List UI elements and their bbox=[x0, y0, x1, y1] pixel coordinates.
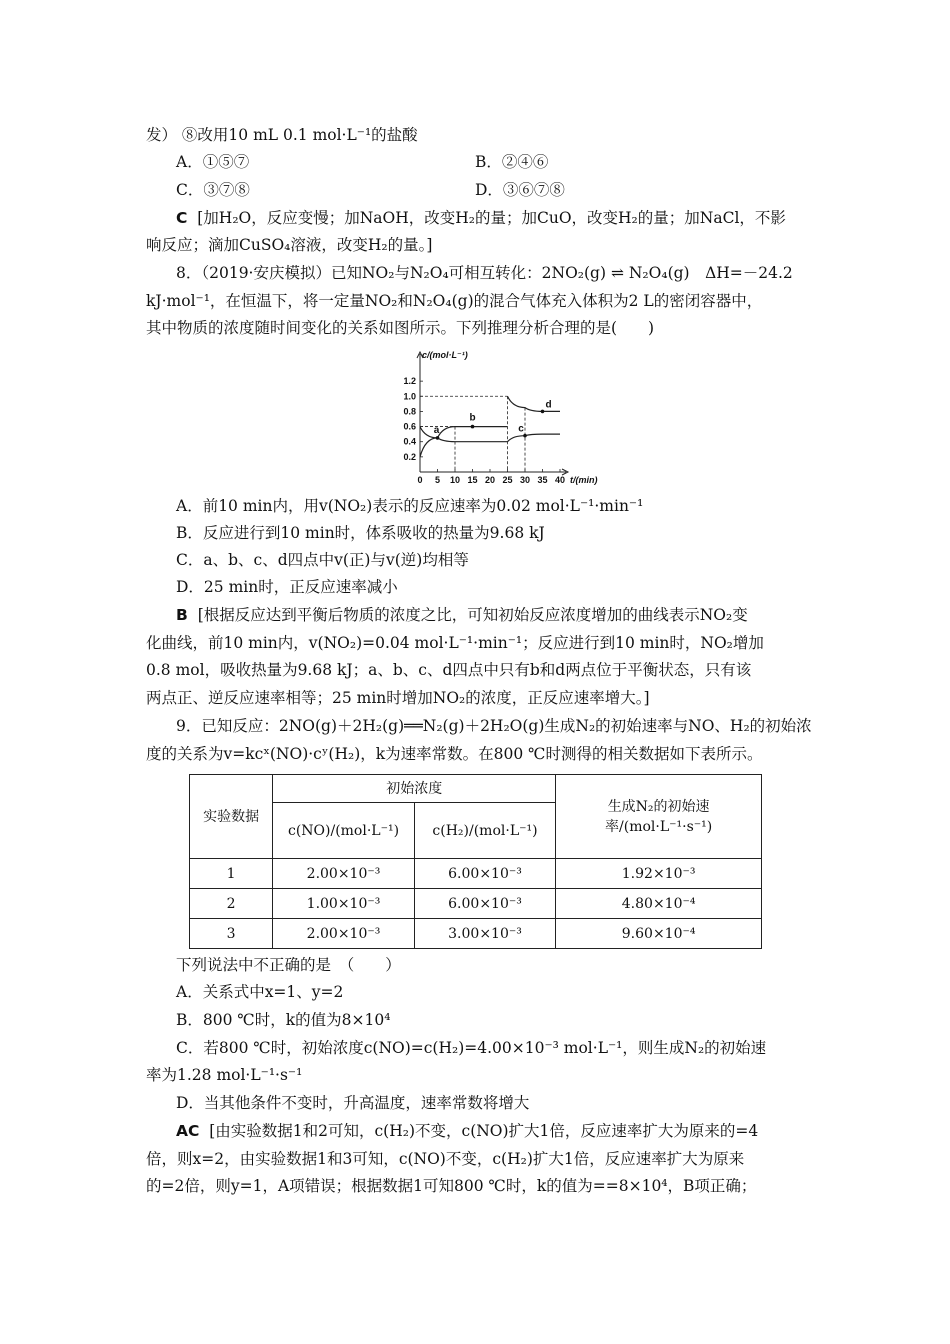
table-header-c-h2: c(H₂)/(mol·L⁻¹) bbox=[414, 803, 555, 859]
q8-answer-line-4: 两点正、逆反应速率相等；25 min时增加NO₂的浓度，正反应速率增大。] bbox=[146, 689, 650, 707]
x-tick-label: 40 bbox=[554, 475, 566, 485]
point-a bbox=[436, 436, 440, 440]
q7-option-8-line: 发） ⑧改用10 mL 0.1 mol·L⁻¹的盐酸 bbox=[146, 126, 418, 144]
q7-option-c: C．③⑦⑧ bbox=[176, 181, 250, 199]
x-tick-label: 35 bbox=[537, 475, 548, 485]
table-cell: 9.60×10⁻⁴ bbox=[556, 919, 762, 949]
table-cell: 6.00×10⁻³ bbox=[414, 859, 555, 889]
table-cell: 2.00×10⁻³ bbox=[273, 919, 414, 949]
table-cell: 1.00×10⁻³ bbox=[273, 889, 414, 919]
x-tick-label: 5 bbox=[434, 475, 441, 485]
concentration-time-chart bbox=[390, 348, 598, 488]
q8-stem-line-3: 其中物质的浓度随时间变化的关系如图所示。下列推理分析合理的是( ) bbox=[146, 319, 655, 337]
q8-option-c: C．a、b、c、d四点中v(正)与v(逆)均相等 bbox=[176, 551, 469, 569]
table-cell: 1 bbox=[190, 859, 273, 889]
table-row bbox=[190, 889, 762, 919]
x-tick-label: 20 bbox=[484, 475, 496, 485]
q8-answer-line-2: 化曲线，前10 min内，v(NO₂)=0.04 mol·L⁻¹·min⁻¹；反应进行到10 min时，NO₂增加 bbox=[146, 634, 764, 652]
series-line-n2o4 bbox=[420, 424, 560, 442]
table-cell: 2 bbox=[190, 889, 273, 919]
table-cell: 3.00×10⁻³ bbox=[414, 919, 555, 949]
q8-option-a: A．前10 min内，用v(NO₂)表示的反应速率为0.02 mol·L⁻¹·min⁻¹ bbox=[176, 497, 644, 515]
q9-question-prompt: 下列说法中不正确的是 （ ） bbox=[176, 956, 401, 974]
table-header-c-no: c(NO)/(mol·L⁻¹) bbox=[273, 803, 414, 859]
y-tick-label: 0.2 bbox=[403, 451, 416, 462]
q8-answer-text-1: [根据反应达到平衡后物质的浓度之比，可知初始反应浓度增加的曲线表示NO₂变 bbox=[197, 606, 748, 624]
q9-answer-key: AC bbox=[176, 1122, 200, 1140]
y-tick-label: 0.4 bbox=[403, 436, 416, 447]
q7-answer-line-1 bbox=[176, 208, 786, 228]
q9-answer-line-3: 的=2倍，则y=1，A项错误；根据数据1可知800 ℃时，k的值为==8×10⁴，B项正确； bbox=[146, 1177, 757, 1195]
q9-answer-text-1: [由实验数据1和2可知，c(H₂)不变，c(NO)扩大1倍，反应速率扩大为原来的=4 bbox=[209, 1122, 759, 1140]
x-tick-label: 25 bbox=[502, 475, 513, 485]
x-tick-label: 30 bbox=[519, 475, 531, 485]
table-cell: 4.80×10⁻⁴ bbox=[556, 889, 762, 919]
table-header-initial-concentration: 初始浓度 bbox=[273, 775, 556, 803]
q9-stem-line-1: 9．已知反应：2NO(g)＋2H₂(g)══N₂(g)＋2H₂O(g)生成N₂的初始速率与NO、H₂的初始浓 bbox=[176, 717, 812, 735]
q7-answer-key: C bbox=[176, 209, 188, 227]
x-tick-label: 15 bbox=[467, 475, 478, 485]
q7-option-b: B．②④⑥ bbox=[475, 153, 549, 171]
q8-answer-key: B bbox=[176, 606, 188, 624]
x-axis-label: t/(min) bbox=[570, 475, 598, 485]
point-label-c: c bbox=[518, 423, 524, 435]
table-cell: 2.00×10⁻³ bbox=[273, 859, 414, 889]
q8-option-b: B．反应进行到10 min时，体系吸收的热量为9.68 kJ bbox=[176, 524, 545, 542]
y-tick-label: 0.8 bbox=[403, 406, 416, 417]
q9-option-d: D．当其他条件不变时，升高温度，速率常数将增大 bbox=[176, 1094, 530, 1112]
q7-option-d: D．③⑥⑦⑧ bbox=[475, 181, 565, 199]
point-label-a: a bbox=[433, 424, 440, 436]
y-tick-label: 1.0 bbox=[403, 391, 416, 402]
table-row bbox=[190, 919, 762, 949]
q8-answer-line-3: 0.8 mol，吸收热量为9.68 kJ；a、b、c、d四点中只有b和d两点位于平衡状态，只有该 bbox=[146, 661, 752, 679]
table-cell: 1.92×10⁻³ bbox=[556, 859, 762, 889]
q9-option-a: A．关系式中x=1、y=2 bbox=[176, 983, 344, 1001]
point-d bbox=[541, 410, 545, 414]
q7-answer-line-2: 响反应；滴加CuSO₄溶液，改变H₂的量。] bbox=[146, 236, 433, 254]
point-label-b: b bbox=[469, 412, 476, 424]
q8-answer-line-1 bbox=[176, 605, 748, 625]
table-header-experiment: 实验数据 bbox=[190, 775, 273, 859]
y-axis-label: c/(mol·L⁻¹) bbox=[422, 350, 468, 360]
x-tick-label: 10 bbox=[449, 475, 461, 485]
point-label-d: d bbox=[545, 399, 552, 411]
q8-stem-line-2: kJ·mol⁻¹，在恒温下，将一定量NO₂和N₂O₄(g)的混合气体充入体积为2 L的密闭容器中， bbox=[146, 292, 763, 310]
point-b bbox=[471, 425, 475, 429]
q8-stem-line-1: 8．（2019·安庆模拟）已知NO₂与N₂O₄可相互转化：2NO₂(g) ⇌ N₂O₄(g) ΔH=－24.2 bbox=[176, 264, 793, 282]
table-cell: 3 bbox=[190, 919, 273, 949]
q9-option-b: B．800 ℃时，k的值为8×10⁴ bbox=[176, 1011, 391, 1029]
q9-option-c-line-2: 率为1.28 mol·L⁻¹·s⁻¹ bbox=[146, 1066, 303, 1084]
table-row bbox=[190, 859, 762, 889]
table-header-initial-rate: 生成N₂的初始速率/(mol·L⁻¹·s⁻¹) bbox=[556, 775, 762, 859]
q8-option-d: D．25 min时，正反应速率减小 bbox=[176, 578, 398, 596]
y-tick-label: 1.2 bbox=[403, 376, 416, 387]
q9-answer-line-2: 倍，则x=2，由实验数据1和3可知，c(NO)不变，c(H₂)扩大1倍，反应速率扩大为原来 bbox=[146, 1150, 745, 1168]
y-tick-label: 0.6 bbox=[403, 421, 416, 432]
table-cell: 6.00×10⁻³ bbox=[414, 889, 555, 919]
q9-option-c-line-1: C．若800 ℃时，初始浓度c(NO)=c(H₂)=4.00×10⁻³ mol·L⁻¹，则生成N₂的初始速 bbox=[176, 1039, 767, 1057]
q7-answer-text-1: [加H₂O，反应变慢；加NaOH，改变H₂的量；加CuO，改变H₂的量；加NaCl，不影 bbox=[197, 209, 786, 227]
q9-answer-line-1 bbox=[176, 1121, 758, 1141]
q9-stem-line-2: 度的关系为v=kcˣ(NO)·cʸ(H₂)，k为速率常数。在800 ℃时测得的相关数据如下表所示。 bbox=[146, 745, 763, 763]
q7-option-a: A．①⑤⑦ bbox=[176, 153, 250, 171]
experiment-data-table bbox=[189, 774, 762, 949]
x-tick-label: 0 bbox=[417, 475, 423, 485]
